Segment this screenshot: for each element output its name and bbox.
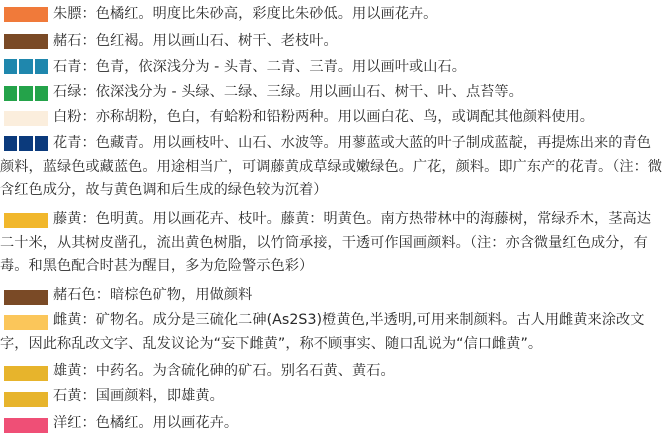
pigment-description: 朱膘：色橘红。明度比朱砂高，彩度比朱砂低。用以画花卉。 (53, 6, 438, 22)
pigment-description: 花青：色藏青。用以画枝叶、山石、水波等。用蓼蓝或大蓝的叶子制成蓝靛，再提炼出来的青色颜料，蓝绿色或藏蓝色。用途相当广，可调藤黄成草绿或嫩绿色。广花，颜料。即广东产的花青。（注：微含红色成分，故与黄色调和后生成的绿色较为沉着） (0, 135, 663, 199)
pigment-description: 雌黄：矿物名。成分是三硫化二砷(As2S3)橙黄色,半透明,可用来制颜料。古人用雌黄来涂改文字，因此称乱改文字、乱发议论为“妄下雌黄”，称不顾事实、随口乱说为“信口雌黄”。 (0, 312, 645, 352)
pigment-description: 藤黄：色明黄。用以画花卉、枝叶。藤黄：明黄色。南方热带林中的海藤树，常绿乔木，茎高达二十米，从其树皮凿孔，流出黄色树脂，以竹筒承接，干透可作国画颜料。（注：亦含微量红色成分，有毒。和黑色配合时甚为醒目，多为危险警示色彩） (0, 211, 651, 275)
pigment-description: 石绿：依深浅分为 - 头绿、二绿、三绿。用以画山石、树干、叶、点苔等。 (53, 84, 523, 100)
pigment-description: 赭石：色红褐。用以画山石、树干、老枝叶。 (53, 33, 338, 49)
pigment-description: 石黄：国画颜料，即雄黄。 (53, 388, 224, 404)
pigment-description: 白粉：亦称胡粉，色白，有蛤粉和铅粉两种。用以画白花、鸟，或调配其他颜料使用。 (53, 109, 595, 125)
pigment-description: 赭石色：暗棕色矿物，用做颜料 (53, 287, 253, 303)
pigment-description: 雄黄：中药名。为含硫化砷的矿石。别名石黄、黄石。 (53, 363, 395, 379)
pigment-description: 洋红：色橘红。用以画花卉。 (53, 415, 239, 431)
pigment-description: 石青：色青，依深浅分为 - 头青、二青、三青。用以画叶或山石。 (53, 59, 466, 75)
